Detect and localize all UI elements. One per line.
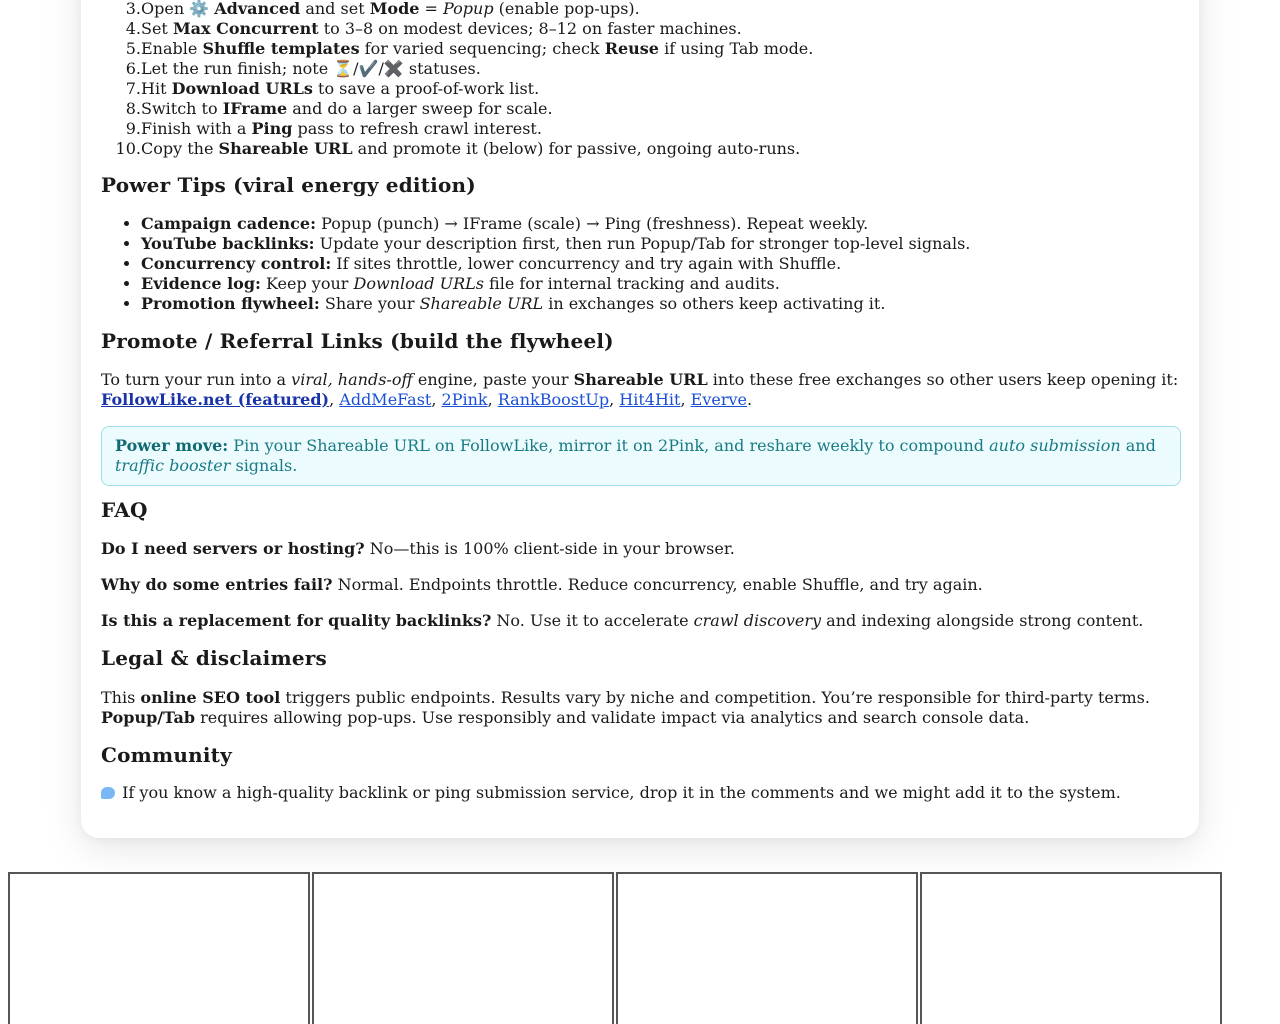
speech-bubble-icon: [101, 787, 115, 799]
faq-item: Why do some entries fail? Normal. Endpoints throttle. Reduce concurrency, enable Shuffle, and try again.: [101, 575, 983, 594]
iframe-panel[interactable]: [616, 872, 918, 1024]
iframe-panel[interactable]: [8, 872, 310, 1024]
embedded-frames: [8, 872, 1224, 1024]
hit4hit-link[interactable]: Hit4Hit: [619, 390, 681, 409]
tip-item: • Evidence log: Keep your Download URLs file for internal tracking and audits.: [141, 274, 1181, 294]
step-5: 5. Enable Shuffle templates for varied sequencing; check Reuse if using Tab mode.: [125, 39, 814, 58]
step-3: 3. Open ⚙️ Advanced and set Mode = Popup (enable pop-ups).: [125, 0, 640, 18]
iframe-panel[interactable]: [312, 872, 614, 1024]
promote-heading: Promote / Referral Links (build the flywheel): [101, 329, 614, 353]
rankboostup-link[interactable]: RankBoostUp: [497, 390, 610, 409]
step-10: 10. Copy the Shareable URL and promote it (below) for passive, ongoing auto-runs.: [115, 139, 801, 158]
steps-list: [101, 0, 1181, 159]
promote-paragraph: To turn your run into a viral, hands-off engine, paste your Shareable URL into these free exchanges so other users keep opening it: FollowLike.net (featured), AddMeFast, 2Pink, RankBoostUp, Hit4Hit, Everve.: [101, 370, 1179, 409]
faq-heading: FAQ: [101, 498, 148, 522]
legal-heading: Legal & disclaimers: [101, 646, 327, 670]
power-tips-heading: Power Tips (viral energy edition): [101, 173, 476, 197]
step-6: 6. Let the run finish; note ⏳/✔️/✖️ statuses.: [125, 59, 481, 78]
tip-item: • Promotion flywheel: Share your Shareable URL in exchanges so others keep activating it.: [141, 294, 1181, 314]
legal-paragraph: This online SEO tool triggers public endpoints. Results vary by niche and competition. You’re responsible for third-party terms. Popup/Tab requires allowing pop-ups. Use responsibly and validate impact via analytics and search console data.: [101, 688, 1150, 727]
tip-item: • Concurrency control: If sites throttle, lower concurrency and try again with Shuffle.: [141, 254, 1181, 274]
everve-link[interactable]: Everve: [690, 390, 747, 409]
community-heading: Community: [101, 743, 232, 767]
gear-icon: ⚙️: [189, 0, 210, 18]
tip-item: • YouTube backlinks: Update your description first, then run Popup/Tab for stronger top-level signals.: [141, 234, 1181, 254]
step-8: 8. Switch to IFrame and do a larger sweep for scale.: [125, 99, 553, 118]
step-7: 7. Hit Download URLs to save a proof-of-work list.: [125, 79, 540, 98]
tip-item: • Campaign cadence: Popup (punch) → IFrame (scale) → Ping (freshness). Repeat weekly.: [141, 214, 1181, 234]
iframe-panel[interactable]: [920, 872, 1222, 1024]
step-9: 9. Finish with a Ping pass to refresh crawl interest.: [125, 119, 542, 138]
addmefast-link[interactable]: AddMeFast: [339, 390, 432, 409]
2pink-link[interactable]: 2Pink: [441, 390, 488, 409]
power-tips-list: [101, 214, 1181, 314]
step-4: 4. Set Max Concurrent to 3–8 on modest devices; 8–12 on faster machines.: [125, 19, 742, 38]
followlike-link[interactable]: FollowLike.net (featured): [101, 390, 330, 409]
faq-item: Do I need servers or hosting? No—this is 100% client-side in your browser.: [101, 539, 735, 558]
community-paragraph: If you know a high-quality backlink or ping submission service, drop it in the comments and we might add it to the system.: [101, 783, 1181, 803]
power-move-callout: Power move: Pin your Shareable URL on FollowLike, mirror it on 2Pink, and reshare weekly to compound auto submission and traffic booster signals.: [101, 426, 1181, 486]
faq-item: Is this a replacement for quality backlinks? No. Use it to accelerate crawl discovery and indexing alongside strong content.: [101, 611, 1144, 630]
